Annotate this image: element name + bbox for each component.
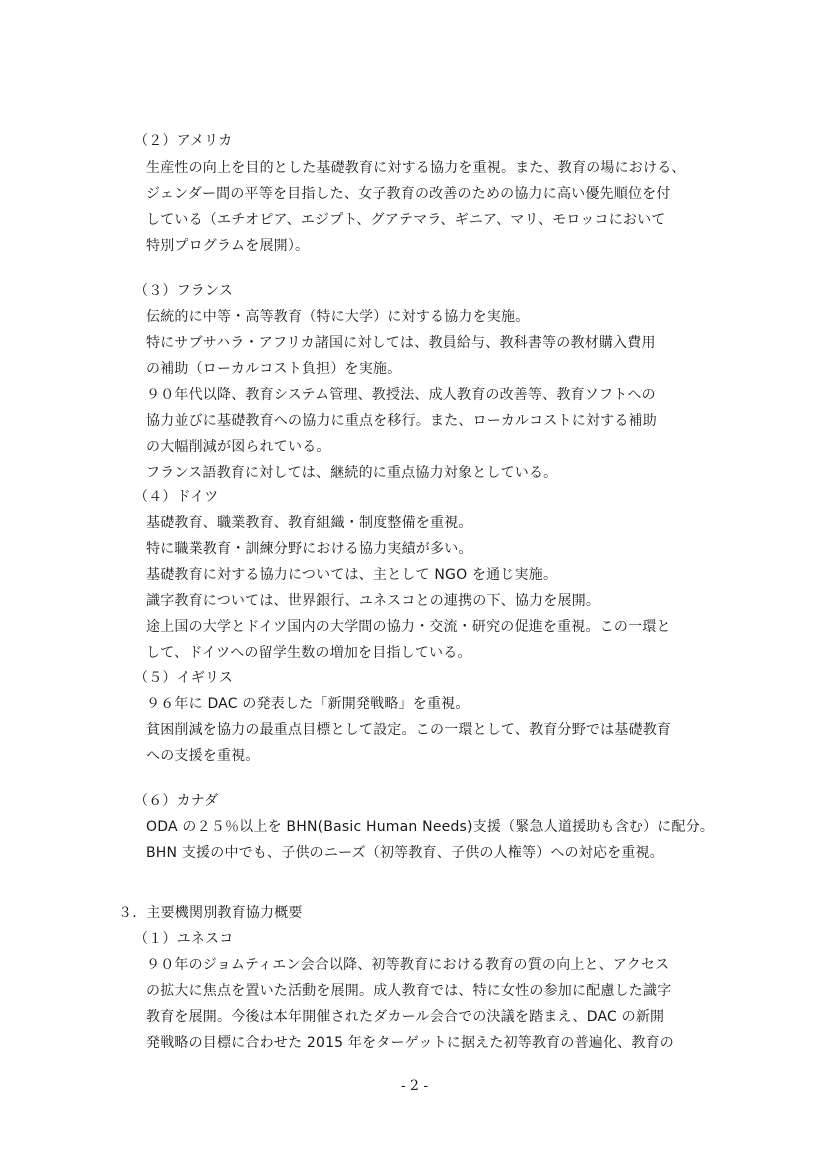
section-heading-france: （３）フランス	[134, 283, 233, 299]
chapter-heading: ３．主要機関別教育協力概要	[118, 905, 303, 921]
paragraph-line: BHN 支援の中でも、子供のニーズ（初等教育、子供の人権等）への対応を重視。	[146, 845, 664, 861]
paragraph-line: 基礎教育に対する協力については、主として NGO を通じ実施。	[146, 567, 558, 583]
paragraph-line: ジェンダー間の平等を目指した、女子教育の改善のための協力に高い優先順位を付	[146, 186, 671, 202]
paragraph-line: の補助（ローカルコスト負担）を実施。	[146, 361, 402, 377]
paragraph-line: の拡大に焦点を置いた活動を展開。成人教育では、特に女性の参加に配慮した識字	[146, 983, 672, 999]
paragraph-line: フランス語教育に対しては、継続的に重点協力対象としている。	[146, 465, 558, 481]
paragraph-line: して、ドイツへの留学生数の増加を目指している。	[146, 645, 472, 661]
paragraph-line: の大幅削減が図られている。	[146, 439, 331, 455]
paragraph-line: 途上国の大学とドイツ国内の大学間の協力・交流・研究の促進を重視。この一環と	[146, 619, 671, 635]
section-heading-america: （２）アメリカ	[134, 133, 233, 149]
paragraph-line: 生産性の向上を目的とした基礎教育に対する協力を重視。また、教育の場における、	[146, 160, 686, 176]
paragraph-line: 教育を展開。今後は本年開催されたダカール会合での決議を踏まえ、DAC の新開	[146, 1009, 665, 1025]
paragraph-line: への支援を重視。	[146, 748, 260, 764]
paragraph-line: 基礎教育、職業教育、教育組織・制度整備を重視。	[146, 515, 473, 531]
section-heading-unesco: （１）ユネスコ	[134, 931, 234, 947]
paragraph-line: ９０年代以降、教育システム管理、教授法、成人教育の改善等、教育ソフトへの	[146, 387, 656, 403]
section-heading-uk: （５）イギリス	[134, 670, 234, 686]
paragraph-line: 貧困削減を協力の最重点目標として設定。この一環として、教育分野では基礎教育	[146, 722, 672, 738]
paragraph-line: 発戦略の目標に合わせた 2015 年をターゲットに据えた初等教育の普遍化、教育の	[146, 1035, 674, 1051]
paragraph-line: ODA の２５％以上を BHN(Basic Human Needs)支援（緊急人道援助も含む）に配分。	[146, 819, 715, 835]
paragraph-line: ９０年のジョムティエン会合以降、初等教育における教育の質の向上と、アクセス	[146, 957, 670, 973]
paragraph-line: 識字教育については、世界銀行、ユネスコとの連携の下、協力を展開。	[146, 593, 601, 609]
paragraph-line: ９６年に DAC の発表した「新開発戦略」を重視。	[146, 696, 470, 712]
section-heading-canada: （６）カナダ	[134, 793, 219, 809]
paragraph-line: 伝統的に中等・高等教育（特に大学）に対する協力を実施。	[146, 309, 530, 325]
section-heading-germany: （４）ドイツ	[134, 489, 219, 505]
page-number: - 2 -	[400, 1078, 429, 1094]
paragraph-line: 協力並びに基礎教育への協力に重点を移行。また、ローカルコストに対する補助	[146, 413, 657, 429]
paragraph-line: している（エチオピア、エジプト、グアテマラ、ギニア、マリ、モロッコにおいて	[146, 212, 666, 228]
paragraph-line: 特に職業教育・訓練分野における協力実績が多い。	[146, 541, 473, 557]
paragraph-line: 特にサブサハラ・アフリカ諸国に対しては、教員給与、教科書等の教材購入費用	[146, 335, 656, 351]
paragraph-line: 特別プログラムを展開）。	[146, 238, 310, 254]
